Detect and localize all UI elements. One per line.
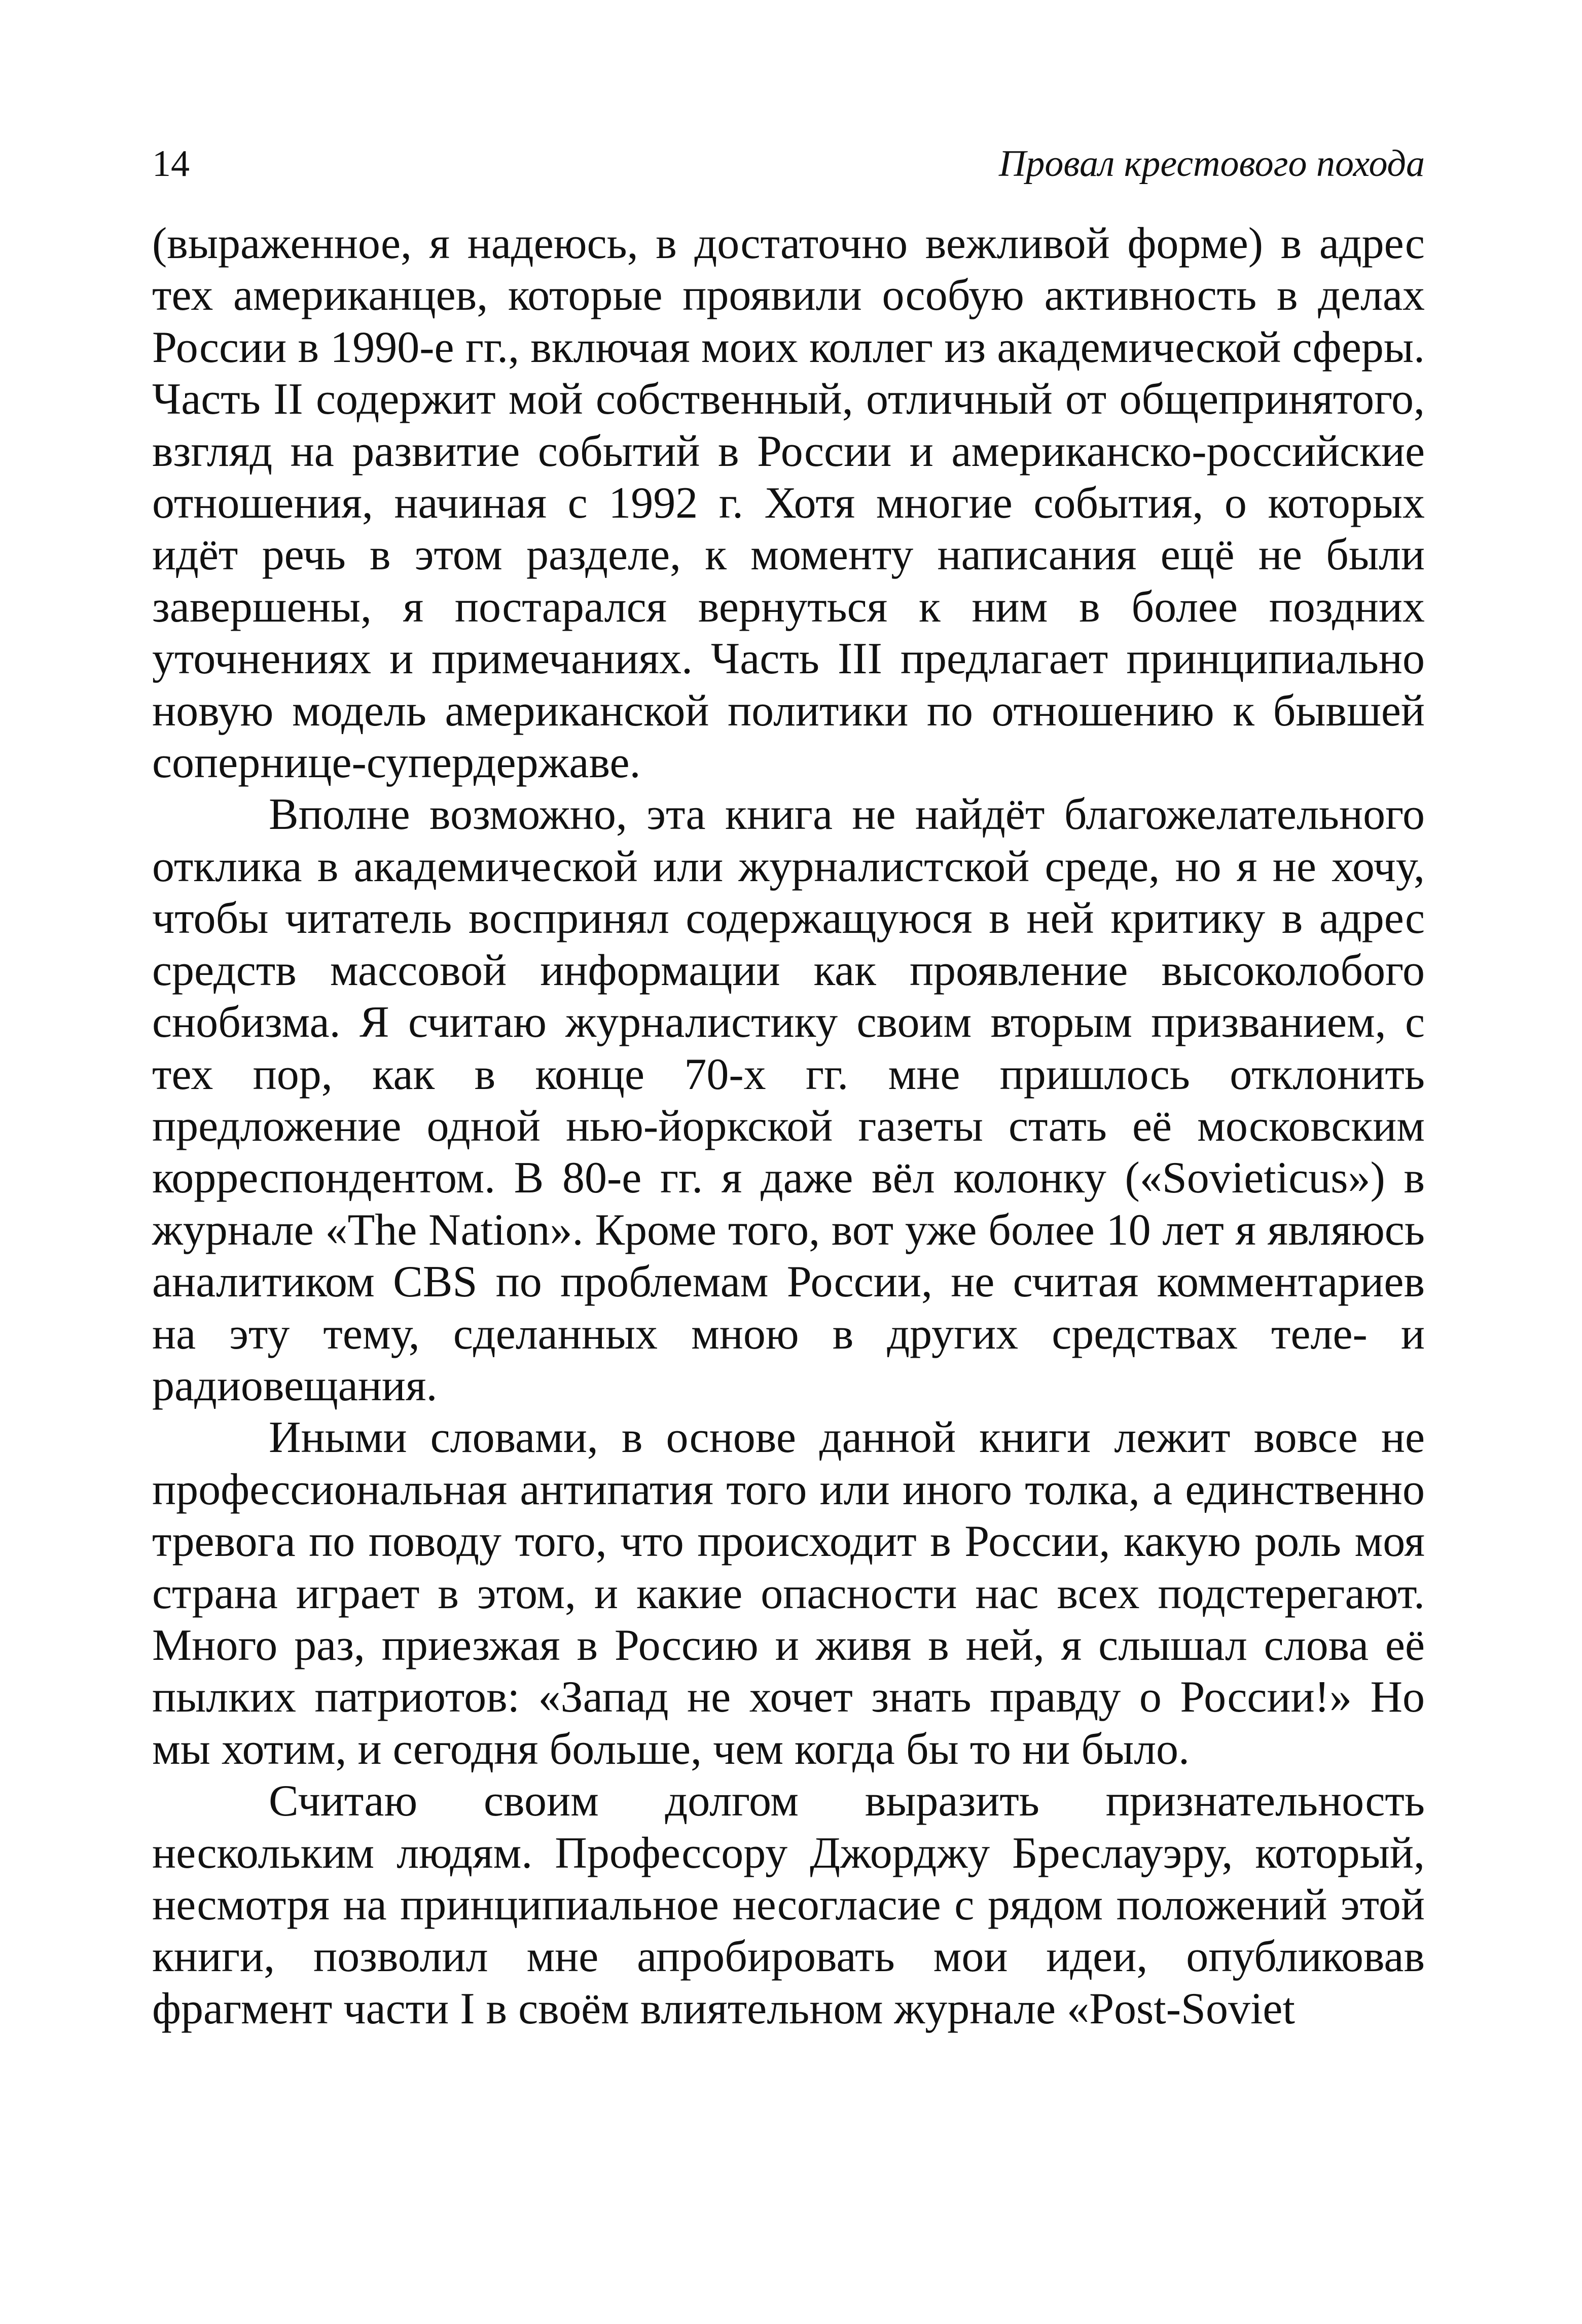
body-text bbox=[152, 218, 1425, 2035]
book-page bbox=[152, 0, 1425, 2324]
paragraph-2: Вполне возможно, эта книга не найдёт благожелательного отклика в академической или журналистской среде, но я не хочу, чтобы читатель воспринял содержащуюся в ней критику в адрес средств массовой информации как проявление высоколобого снобизма. Я считаю журналистику своим вторым призванием, с тех пор, как в конце 70-х гг. мне пришлось отклонить предложение одной нью-йоркской газеты стать её московским корреспондентом. В 80-е гг. я даже вёл колонку («Sovieticus») в журнале «The Nation». Кроме того, вот уже более 10 лет я являюсь аналитиком CBS по проблемам России, не считая комментариев на эту тему, сделанных мною в других средствах теле- и радиовещания. bbox=[152, 790, 1425, 1410]
running-title: Провал крестового похода bbox=[998, 143, 1425, 185]
page-number: 14 bbox=[152, 143, 190, 185]
paragraph-4: Считаю своим долгом выразить признательность нескольким людям. Профессору Джорджу Бреслауэру, который, несмотря на принципиальное несогласие с рядом положений этой книги, позволил мне апробировать мои идеи, опубликовав фрагмент части I в своём влиятельном журнале «Post-Soviet bbox=[152, 1776, 1425, 2034]
running-head bbox=[152, 136, 1425, 192]
paragraph-3: Иными словами, в основе данной книги лежит вовсе не профессиональная антипатия того или иного толка, а единственно тревога по поводу того, что происходит в России, какую роль моя страна играет в этом, и какие опасности нас всех подстерегают. Много раз, приезжая в Россию и живя в ней, я слышал слова её пылких патриотов: «Запад не хочет знать правду о России!» Но мы хотим, и сегодня больше, чем когда бы то ни было. bbox=[152, 1413, 1425, 1774]
paragraph-1: (выраженное, я надеюсь, в достаточно вежливой форме) в адрес тех американцев, которые проявили особую активность в делах России в 1990-е гг., включая моих коллег из академической сферы. Часть II содержит мой собственный, отличный от общепринятого, взгляд на развитие событий в России и американско-российские отношения, начиная с 1992 г. Хотя многие события, о которых идёт речь в этом разделе, к моменту написания ещё не были завершены, я постарался вернуться к ним в более поздних уточнениях и примечаниях. Часть III предлагает принципиально новую модель американской политики по отношению к бывшей сопернице-супердержаве. bbox=[152, 219, 1425, 788]
